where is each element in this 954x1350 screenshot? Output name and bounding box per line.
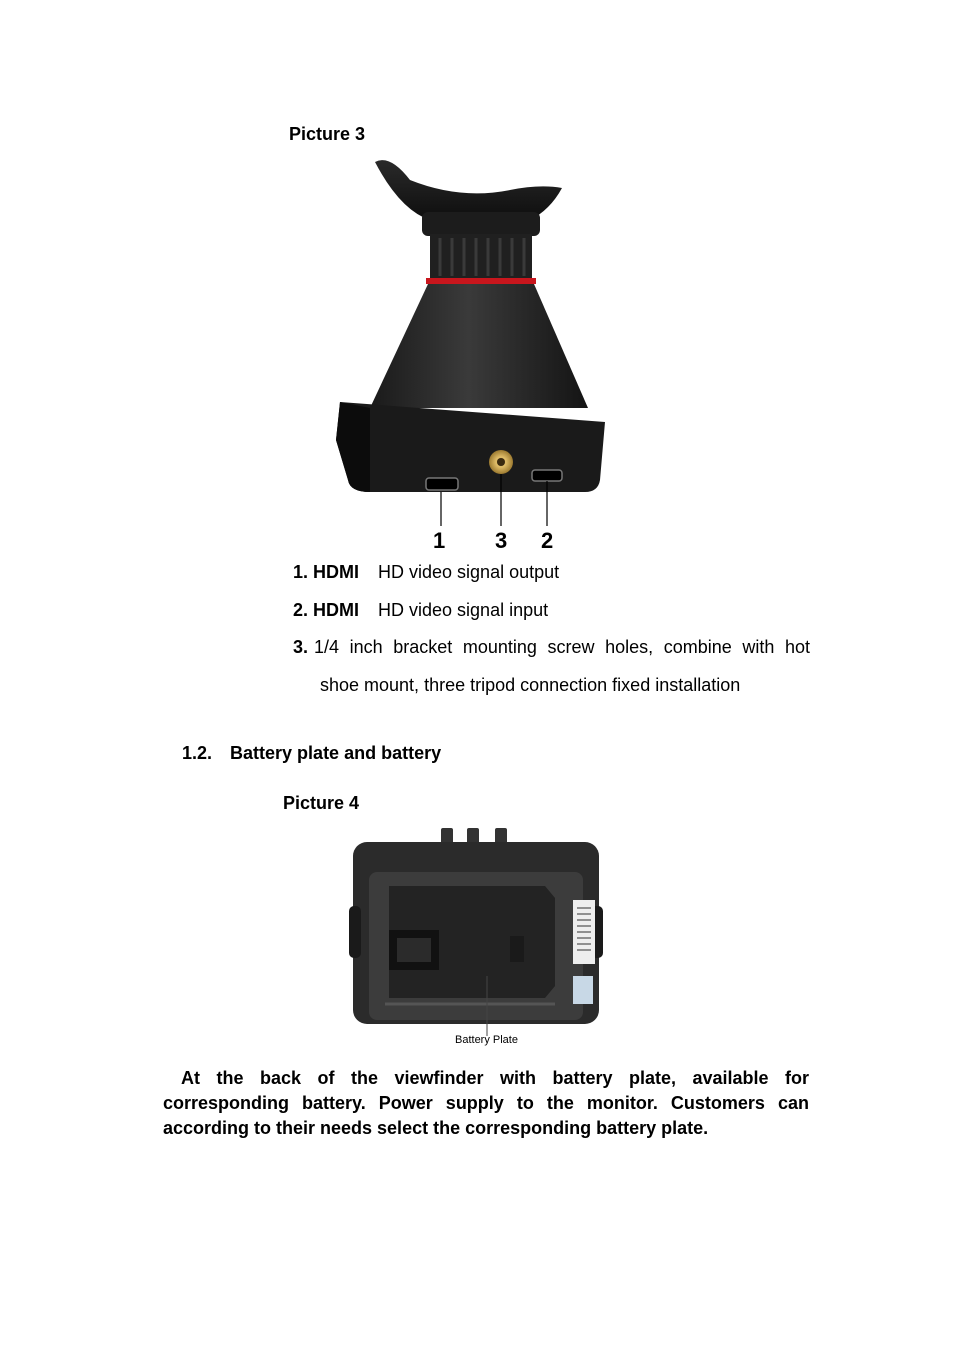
battery-plate-callout: Battery Plate — [455, 1034, 518, 1046]
port-item-1-num: 1. HDMI — [293, 562, 360, 582]
port-item-3-cont: shoe mount, three tripod connection fixed installation — [320, 675, 741, 695]
port-item-2-num: 2. HDMI — [293, 600, 360, 620]
section-number: 1.2. — [182, 743, 213, 763]
callout-1: 1 — [433, 528, 446, 553]
callout-3: 3 — [495, 528, 508, 553]
port-item-3 — [293, 636, 810, 658]
battery-description: At the back of the viewfinder with battery plate, available for corresponding battery. Power supply to the monitor. Customers can according to their needs select the corresponding battery plate. — [163, 1068, 809, 1138]
port-item-2-desc: HD video signal input — [378, 600, 549, 620]
port-item-1-desc: HD video signal output — [378, 562, 560, 582]
picture-3-caption: Picture 3 — [289, 124, 366, 144]
section-title: Battery plate and battery — [230, 743, 442, 763]
callout-2: 2 — [541, 528, 554, 553]
port-item-3-desc: 1/4 inch bracket mounting screw holes, combine with hot — [314, 637, 810, 657]
port-item-2 — [293, 599, 548, 621]
port-item-3-num: 3. — [293, 637, 309, 657]
viewfinder-image — [330, 150, 620, 530]
port-item-1 — [293, 561, 559, 583]
battery-plate-image — [345, 826, 607, 1048]
picture-4-caption: Picture 4 — [283, 793, 360, 813]
section-heading — [182, 743, 441, 764]
